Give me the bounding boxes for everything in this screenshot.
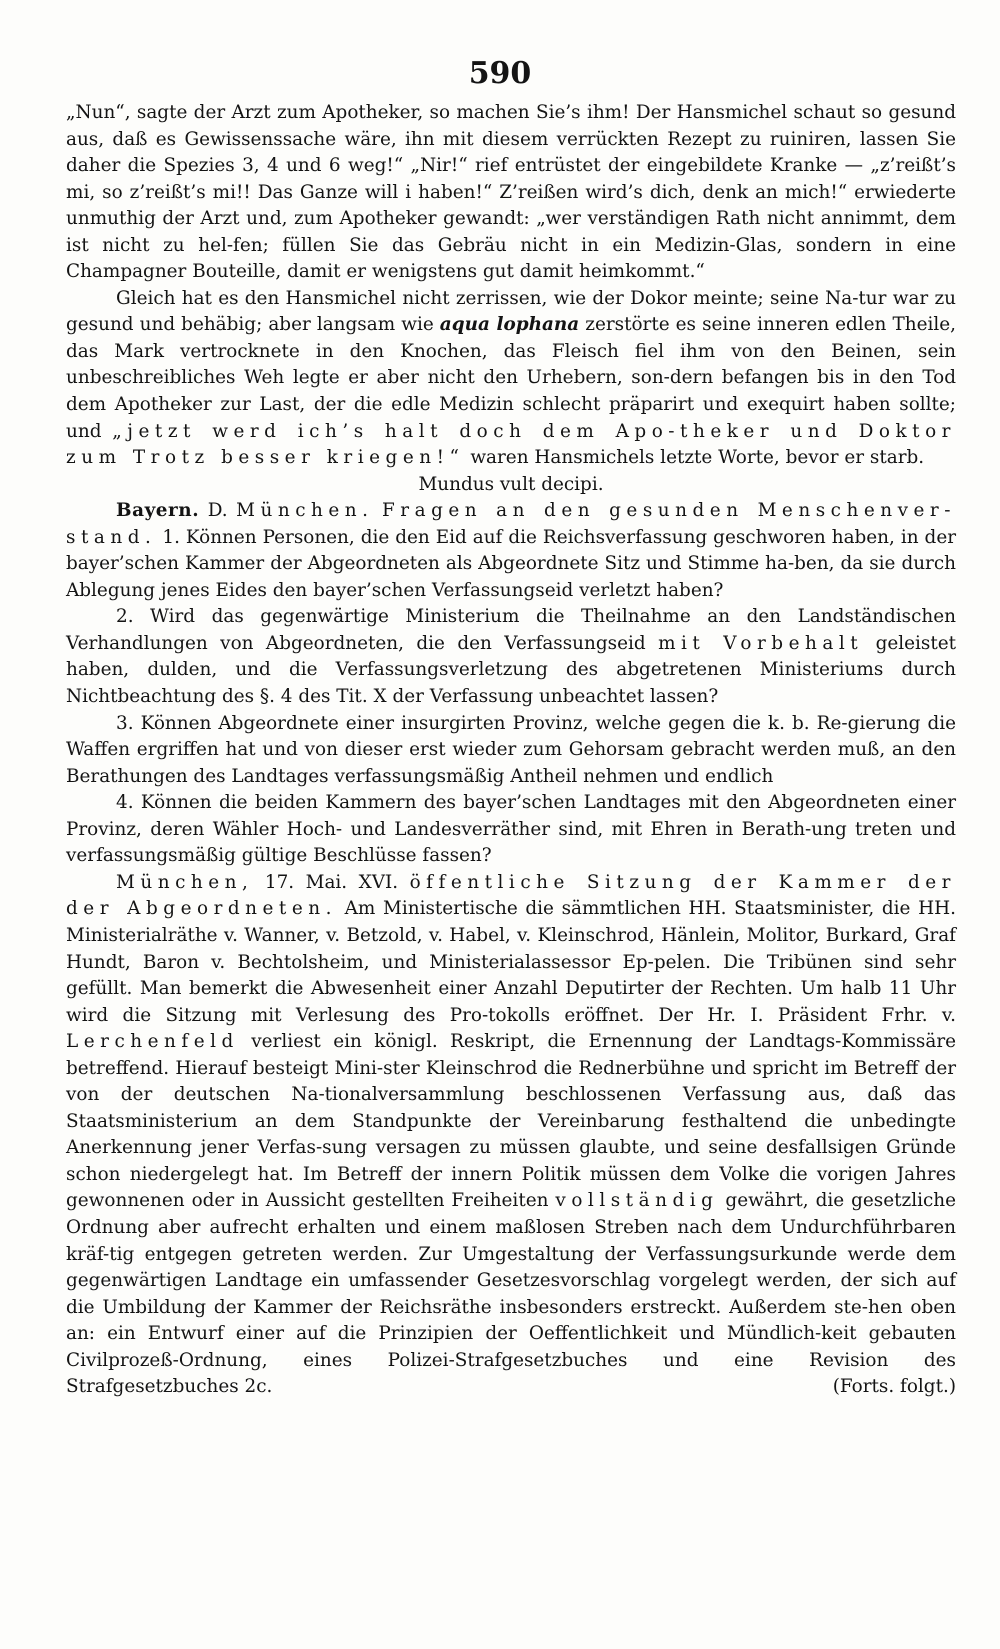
spaced-quote: „jetzt werd ich’s halt doch dem Apo-theker und Doktor zum Trotz besser kriegen!“: [66, 420, 956, 469]
question-4: 4. Können die beiden Kammern des bayer’schen Landtages mit den Abgeordneten einer Provinz, deren Wähler Hoch- und Landesverräther sind, mit Ehren in Berath-ung treten und verfassungsmäßig gültige Beschlüsse fassen?: [66, 792, 956, 867]
story-p2-text-3: waren Hansmichels letzte Worte, bevor er starb.: [470, 447, 925, 469]
report-spaced-2: vollständig: [555, 1190, 719, 1212]
report-text-1: Am Ministertische die sämmtlichen HH. Staatsminister, die HH. Ministerialräthe v. Wanner, v. Betzold, v. Habel, v. Kleinschrod, Hänlein, Molitor, Burkard, Graf Hundt, Baron v. Bechtolsheim, und Ministerialassessor Ep-pelen. Die Tribünen sind sehr gefüllt. Man bemerkt die Abwesenheit einer Anzahl Deputirter der Rechten. Um halb 11 Uhr wird die Sitzung mit Verlesung des Pro-tokolls eröffnet. Der Hr. I. Präsident Frhr. v.: [66, 898, 956, 1026]
motto: Mundus vult decipi.: [418, 473, 604, 495]
question-2-spaced: mit Vorbehalt: [658, 632, 864, 654]
city-heading: München.: [236, 500, 374, 522]
question-2-text-2: geleistet haben, dulden, und die Verfassungsverletzung des abgetretenen Ministeriums durch Nichtbeachtung des §. 4 des Tit. X der Verfassung unbeachtet lassen?: [66, 632, 956, 708]
question-2-text-1: 2. Wird das gegenwärtige Ministerium die Theilnahme an den Landständischen Verhandlungen von Abgeordneten, die den Verfassungseid: [66, 606, 956, 654]
report-text-2: verliest ein königl. Reskript, die Ernennung der Landtags-Kommissäre betreffend. Hierauf besteigt Mini-ster Kleinschrod die Rednerbühne und spricht im Betreff der von der deutschen Na-tionalversammlung beschlossenen Verfassung aus, daß das Staatsministerium an dem Standpunkte der Vereinbarung festhaltend die unbedingte Anerkennung jener Verfas-sung versagen zu müssen glaubte, und seine desfallsigen Gründe schon niedergelegt hat. Im Betreff der innern Politik müssen dem Volke die vorigen Jahres gewonnenen oder in Aussicht gestellten Freiheiten: [66, 1031, 956, 1212]
story-p2-text-2: zerstörte es seine inneren edlen Theile, das Mark vertrocknete in den Knochen, das Fleisch fiel ihm von den Beinen, sein unbeschreibliches Weh legte er aber nicht den Urhebern, son-dern befangen bis in den Tod dem Apotheker zur Last, der die edle Medizin schlecht präparirt und exequirt haben sollte; und: [66, 314, 956, 442]
page-number: 590: [468, 56, 532, 91]
report-text-3: gewährt, die gesetzliche Ordnung aber aufrecht erhalten und einem maßlosen Streben nach dem Undurchführbaren kräf-tig entgegen getreten werden. Zur Umgestaltung der Verfassungsurkunde werde dem gegenwärtigen Landtage ein umfassender Gesetzesvorschlag vorgelegt werden, der sich auf die Umbildung der Kammer der Reichsräthe insbesonders erstreckt. Außerdem ste-hen oben an: ein Entwurf einer auf die Prinzipien der Oeffentlichkeit und Mündlich-keit gebauten Civilprozeß-Ordnung, eines Polizei-Strafgesetzbuches und eine Revision des Strafgesetzbuches 2c.: [66, 1190, 956, 1398]
question-1: 1. Können Personen, die den Eid auf die Reichsverfassung geschworen haben, in der bayer’schen Kammer der Abgeordneten als Abgeordnete Sitz und Stimme ha-ben, da sie durch Ablegung jenes Eides den bayer’schen Verfassungseid verletzt haben?: [66, 526, 956, 601]
report-city: München,: [116, 871, 254, 893]
article-title: Fragen an den gesunden Menschenver-stand.: [66, 500, 956, 548]
session-report: [66, 870, 956, 1401]
state-heading: Bayern.: [116, 500, 200, 522]
question-3: 3. Können Abgeordnete einer insurgirten Provinz, welche gegen die k. b. Re-gierung die Waffen ergriffen hat und von dieser erst wieder zum Gehorsam gebracht werden muß, an den Berathungen des Landtages verfassungsmäßig Antheil nehmen und endlich: [66, 712, 956, 787]
text-column: [66, 100, 956, 1401]
story-p2-text-1: Gleich hat es den Hansmichel nicht zerrissen, wie der Dokor meinte; seine Na-tur war zu gesund und behäbig; aber langsam wie: [66, 287, 956, 336]
question-2: [66, 604, 956, 710]
latin-phrase: aqua lophana: [439, 314, 580, 336]
session-title: öffentliche Sitzung der Kammer der der Abgeordneten.: [66, 871, 956, 920]
president-name: Lerchenfeld: [66, 1031, 239, 1053]
story-paragraph-1: „Nun“, sagte der Arzt zum Apotheker, so machen Sie’s ihm! Der Hansmichel schaut so gesund aus, daß es Gewissenssache wäre, ihn mit diesem verrückten Rezept zu ruiniren, lassen Sie daher die Spezies 3, 4 und 6 weg!“ „Nir!“ rief entrüstet der eingebildete Kranke — „z’reißt’s mi, so z’reißt’s mi!! Das Ganze will i haben!“ Z’reißen wird’s dich, denk an mich!“ erwiederte unmuthig der Arzt und, zum Apotheker gewandt: „wer verständigen Rath nicht annimmt, dem ist nicht zu hel-fen; füllen Sie das Gebräu nicht in ein Medizin-Glas, sondern in eine Champagner Bouteille, damit er wenigstens gut damit heimkommt.“: [66, 102, 956, 283]
session-number: XVI.: [358, 871, 399, 893]
correspondent-mark: D.: [207, 500, 228, 522]
article-lead: [66, 498, 956, 604]
continued-note: (Forts. folgt.): [832, 1376, 956, 1398]
report-date: 17. Mai.: [264, 871, 348, 893]
story-paragraph-2: [66, 286, 956, 472]
